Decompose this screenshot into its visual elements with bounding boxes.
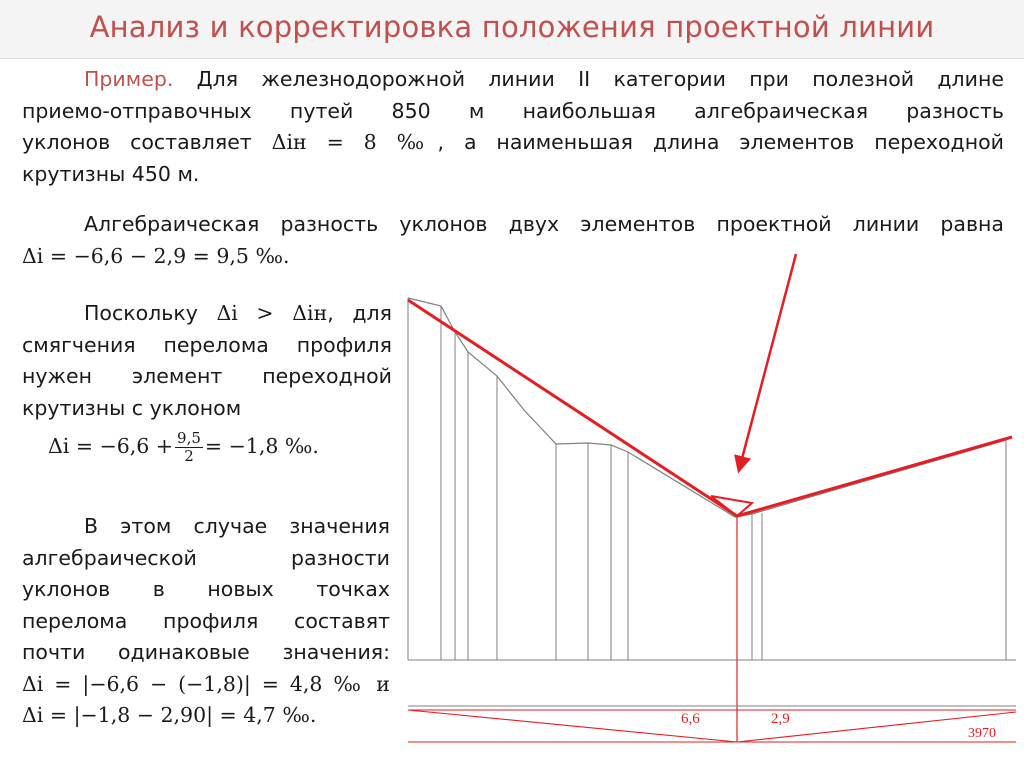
since-fraction-denominator: 2 [184,447,194,465]
pointer-arrow [739,254,796,470]
case-line-4: перелома профиля составят [22,608,390,633]
since-formula-left: Δi = −6,6 + [48,434,174,458]
example-line-2: приемо-отправочных путей 850 м наибольшая алгебраическая разность [22,98,1004,123]
algebraic-formula: Δi = −6,6 − 2,9 = 9,5 ‰. [22,243,290,268]
ground-line [408,298,1006,517]
ground-profile [408,298,1006,517]
since-line-2: смягчения перелома профиля [22,332,392,357]
case-formula-1-and: и [376,671,390,696]
example-line-3-rest: , а наименьшая длина элементов переходной [437,130,1004,154]
example-label: Пример. [84,67,174,91]
vertical-ordinates [408,298,1006,660]
since-line-4: крутизны с уклоном [22,395,242,420]
case-formula-1-unit: ‰ [333,671,366,696]
since-fraction-numerator: 9,5 [177,429,201,447]
since-word: Поскольку [84,301,198,325]
gradient-row [408,710,1016,742]
slide-title: Анализ и корректировка положения проектной линии [89,10,935,44]
case-formula-2: Δi = |−1,8 − 2,90| = 4,7 ‰. [22,703,317,727]
grade-label-right: 2,9 [771,711,790,727]
since-rest: , для [327,301,392,325]
example-line-3-math: Δiн = 8 ‰ [271,130,438,154]
since-formula-right: = −1,8 ‰. [204,434,319,458]
design-grade-line [408,300,1012,516]
case-line-5: почти одинаковые значения: [22,640,390,664]
case-line-2: алгебраической разности [22,545,390,570]
since-condition: Δi > Δiн [216,301,328,325]
case-line-1: В этом случае значения [84,514,390,538]
case-formula-1: Δi = |−6,6 − (−1,8)| = 4,8 [22,671,323,696]
design-line [408,300,1012,516]
total-length-label: 3970 [968,726,996,741]
gradient-row-lines [408,710,1016,742]
algebraic-line-1: Алгебраическая разность уклонов двух элементов проектной линии равна [84,212,1004,236]
case-line-3: уклонов в новых точках [22,577,390,601]
profile-grid [408,660,1016,706]
example-line-1: Для железнодорожной линии II категории при полезной длине [196,67,1004,91]
grade-label-left: 6,6 [681,711,700,727]
example-line-3-text: уклонов составляет [22,130,252,154]
example-line-4: крутизны 450 м. [22,161,200,186]
since-line-3: нужен элемент переходной [22,364,392,388]
